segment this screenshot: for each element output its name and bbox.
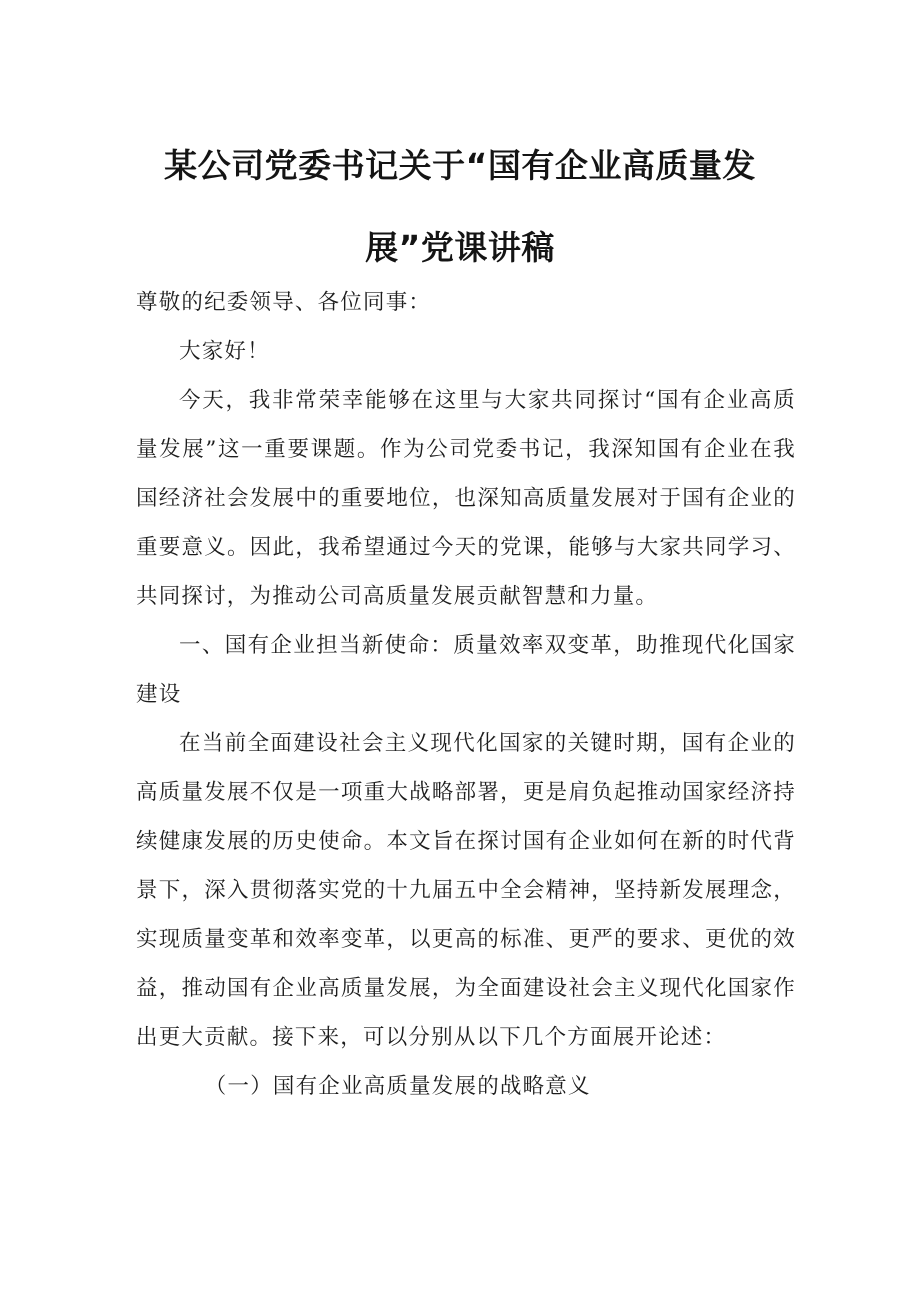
section-1-body: 在当前全面建设社会主义现代化国家的关键时期，国有企业的高质量发展不仅是一项重大战略部署，更是肩负起推动国家经济持续健康发展的历史使命。本文旨在探讨国有企业如何在新的时代背景下，深入贯彻落实党的十九届五中全会精神，坚持新发展理念，实现质量变革和效率变革，以更高的标准、更严的要求、更优的效益，推动国有企业高质量发展，为全面建设社会主义现代化国家作出更大贡献。接下来，可以分别从以下几个方面展开论述： [136, 731, 796, 1050]
greeting: 大家好！ [179, 339, 270, 364]
document-body [136, 278, 796, 1111]
document-title-line-1: 某公司党委书记关于“国有企业高质量发 [164, 146, 756, 185]
document-title-line-2: 展”党课讲稿 [365, 228, 555, 267]
salutation: 尊敬的纪委领导、各位同事： [136, 290, 432, 315]
section-1-heading: 一、国有企业担当新使命：质量效率双变革，助推现代化国家建设 [136, 633, 796, 707]
subsection-1-heading: （一）国有企业高质量发展的战略意义 [204, 1074, 591, 1099]
intro-paragraph: 今天，我非常荣幸能够在这里与大家共同探讨“国有企业高质量发展”这一重要课题。作为公司党委书记，我深知国有企业在我国经济社会发展中的重要地位，也深知高质量发展对于国有企业的重要意义。因此，我希望通过今天的党课，能够与大家共同学习、共同探讨，为推动公司高质量发展贡献智慧和力量。 [136, 388, 796, 609]
